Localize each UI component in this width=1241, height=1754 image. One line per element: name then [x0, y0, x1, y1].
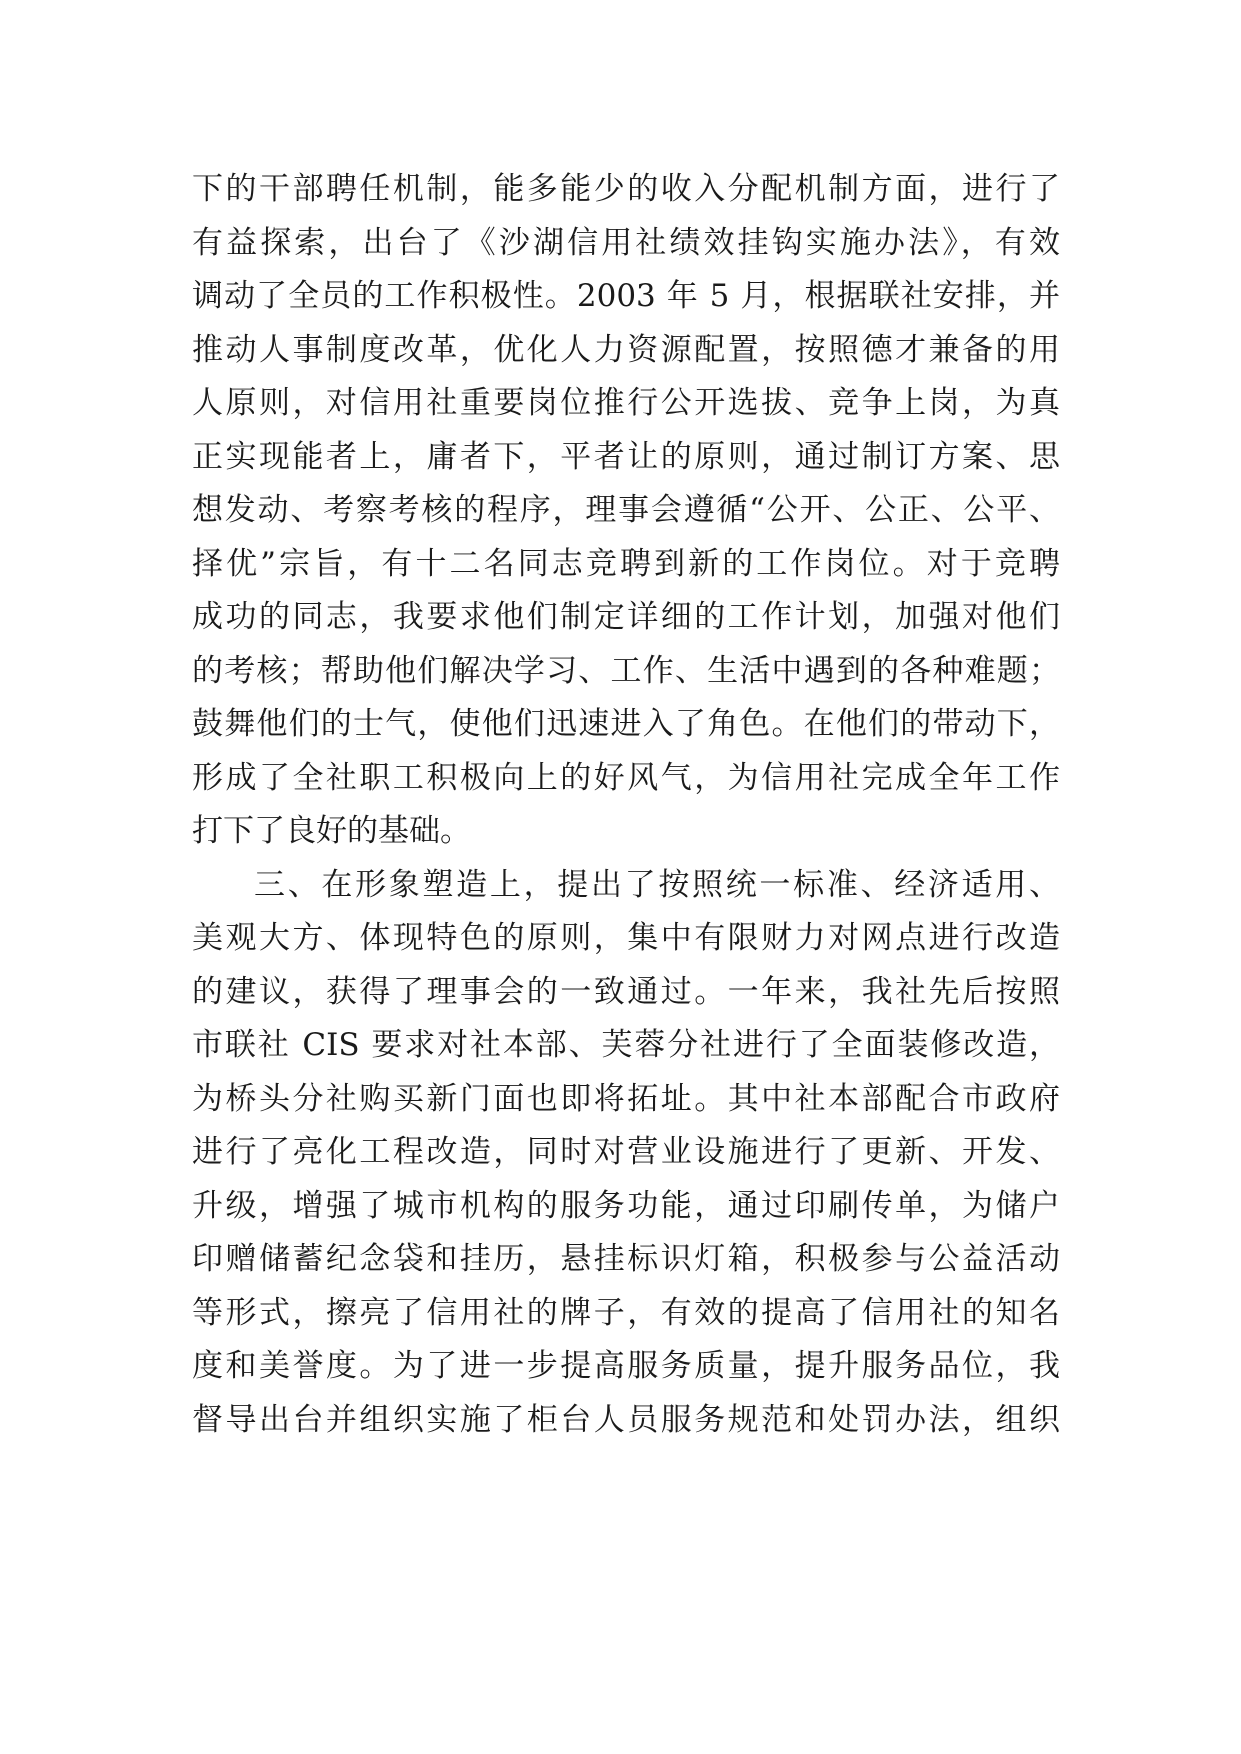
- text-line: 鼓舞他们的士气，使他们迅速进入了角色。在他们的带动下，: [192, 706, 1060, 742]
- text-line: 印赠储蓄纪念袋和挂历，悬挂标识灯箱，积极参与公益活动: [192, 1241, 1060, 1277]
- text-line: 升级，增强了城市机构的服务功能，通过印刷传单，为储户: [192, 1187, 1060, 1224]
- text-line: 人原则，对信用社重要岗位推行公开选拔、竞争上岗，为真: [192, 385, 1060, 421]
- text-line: 为桥头分社购买新门面也即将拓址。其中社本部配合市政府: [192, 1080, 1060, 1117]
- text-line: 督导出台并组织实施了柜台人员服务规范和处罚办法，组织: [192, 1401, 1060, 1438]
- body-text: [192, 163, 1060, 1447]
- text-line: 正实现能者上，庸者下，平者让的原则，通过制订方案、思: [192, 438, 1060, 475]
- text-line: 成功的同志，我要求他们制定详细的工作计划，加强对他们: [192, 599, 1060, 635]
- paragraph-end-line: 打下了良好的基础。: [192, 813, 471, 849]
- text-line: 形成了全社职工积极向上的好风气，为信用社完成全年工作: [192, 759, 1060, 796]
- text-line: 进行了亮化工程改造，同时对营业设施进行了更新、开发、: [192, 1134, 1060, 1170]
- text-line: 下的干部聘任机制，能多能少的收入分配机制方面，进行了: [192, 171, 1060, 207]
- text-line: 推动人事制度改革，优化人力资源配置，按照德才兼备的用: [192, 331, 1060, 368]
- text-line: 度和美誉度。为了进一步提高服务质量，提升服务品位，我: [192, 1348, 1060, 1384]
- text-line: 的考核；帮助他们解决学习、工作、生活中遇到的各种难题；: [192, 652, 1060, 689]
- text-line: 择优”宗旨，有十二名同志竞聘到新的工作岗位。对于竞聘: [192, 545, 1060, 582]
- text-line: 等形式，擦亮了信用社的牌子，有效的提高了信用社的知名: [192, 1294, 1060, 1331]
- text-line: 美观大方、体现特色的原则，集中有限财力对网点进行改造: [192, 920, 1060, 956]
- text-line: 有益探索，出台了《沙湖信用社绩效挂钩实施办法》，有效: [192, 224, 1060, 261]
- text-line: 的建议，获得了理事会的一致通过。一年来，我社先后按照: [192, 973, 1060, 1010]
- text-line: 市联社 CIS 要求对社本部、芙蓉分社进行了全面装修改造，: [192, 1027, 1060, 1063]
- text-line: 想发动、考察考核的程序，理事会遵循“公开、公正、公平、: [192, 492, 1060, 528]
- text-line: 调动了全员的工作积极性。2003 年 5 月，根据联社安排，并: [192, 278, 1060, 314]
- paragraph-first-line: 三、在形象塑造上，提出了按照统一标准、经济适用、: [254, 866, 1060, 903]
